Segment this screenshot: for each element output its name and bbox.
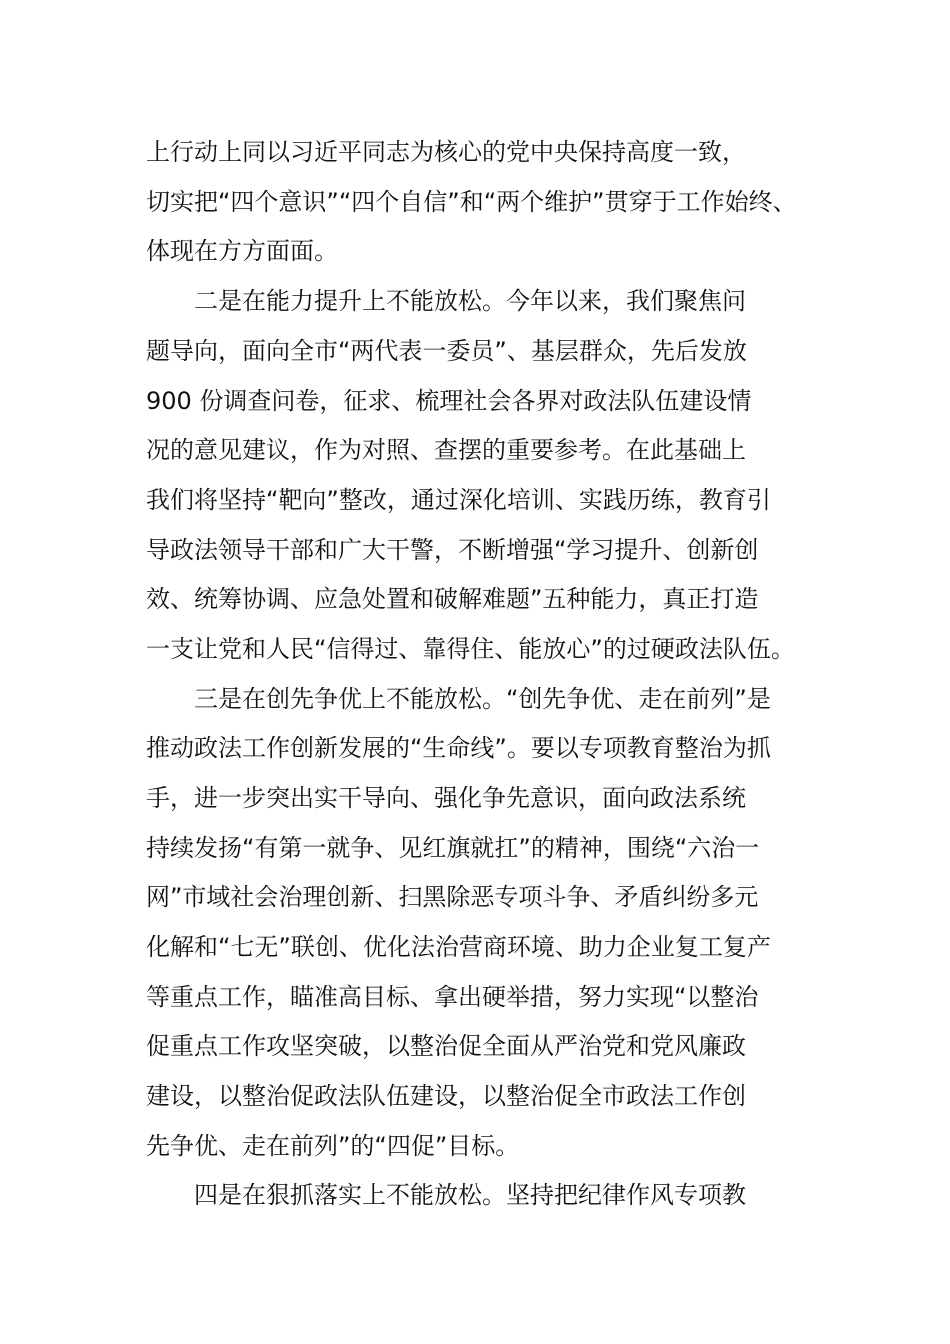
text-line: 先争优、走在前列”的“四促”目标。 [146,1132,520,1160]
text-line: 我们将坚持“靶向”整改，通过深化培训、实践历练，教育引 [146,486,771,514]
text-line: 上行动上同以习近平同志为核心的党中央保持高度一致， [146,138,746,166]
text-line: 手，进一步突出实干导向、强化争先意识，面向政法系统 [146,784,746,812]
text-line: 四是在狠抓落实上不能放松。坚持把纪律作风专项教 [194,1181,746,1209]
text-line: 效、统筹协调、应急处置和破解难题”五种能力，真正打造 [146,585,759,613]
text-line: 建设，以整治促政法队伍建设，以整治促全市政法工作创 [146,1082,746,1110]
text-line: 三是在创先争优上不能放松。“创先争优、走在前列”是 [194,685,771,713]
text-line: 900 份调查问卷，征求、梳理社会各界对政法队伍建设情 [146,387,752,415]
text-line: 导政法领导干部和广大干警，不断增强“学习提升、创新创 [146,536,759,564]
text-line: 况的意见建议，作为对照、查摆的重要参考。在此基础上 [146,436,746,464]
text-line: 二是在能力提升上不能放松。今年以来，我们聚焦问 [194,287,746,315]
text-line: 持续发扬“有第一就争、见红旗就扛”的精神，围绕“六治一 [146,834,760,862]
text-line: 等重点工作，瞄准高目标、拿出硬举措，努力实现“以整治 [146,983,759,1011]
text-line: 推动政法工作创新发展的“生命线”。要以专项教育整治为抓 [146,734,771,762]
text-line: 题导向，面向全市“两代表一委员”、基层群众，先后发放 [146,337,747,365]
text-line: 体现在方方面面。 [146,237,338,265]
text-line: 一支让党和人民“信得过、靠得住、能放心”的过硬政法队伍。 [146,635,795,663]
text-line: 化解和“七无”联创、优化法治营商环境、助力企业复工复产 [146,933,771,961]
text-line: 网”市域社会治理创新、扫黑除恶专项斗争、矛盾纠纷多元 [146,883,759,911]
text-line: 切实把“四个意识”“四个自信”和“两个维护”贯穿于工作始终、 [146,188,797,216]
text-line: 促重点工作攻坚突破，以整治促全面从严治党和党风廉政 [146,1032,746,1060]
